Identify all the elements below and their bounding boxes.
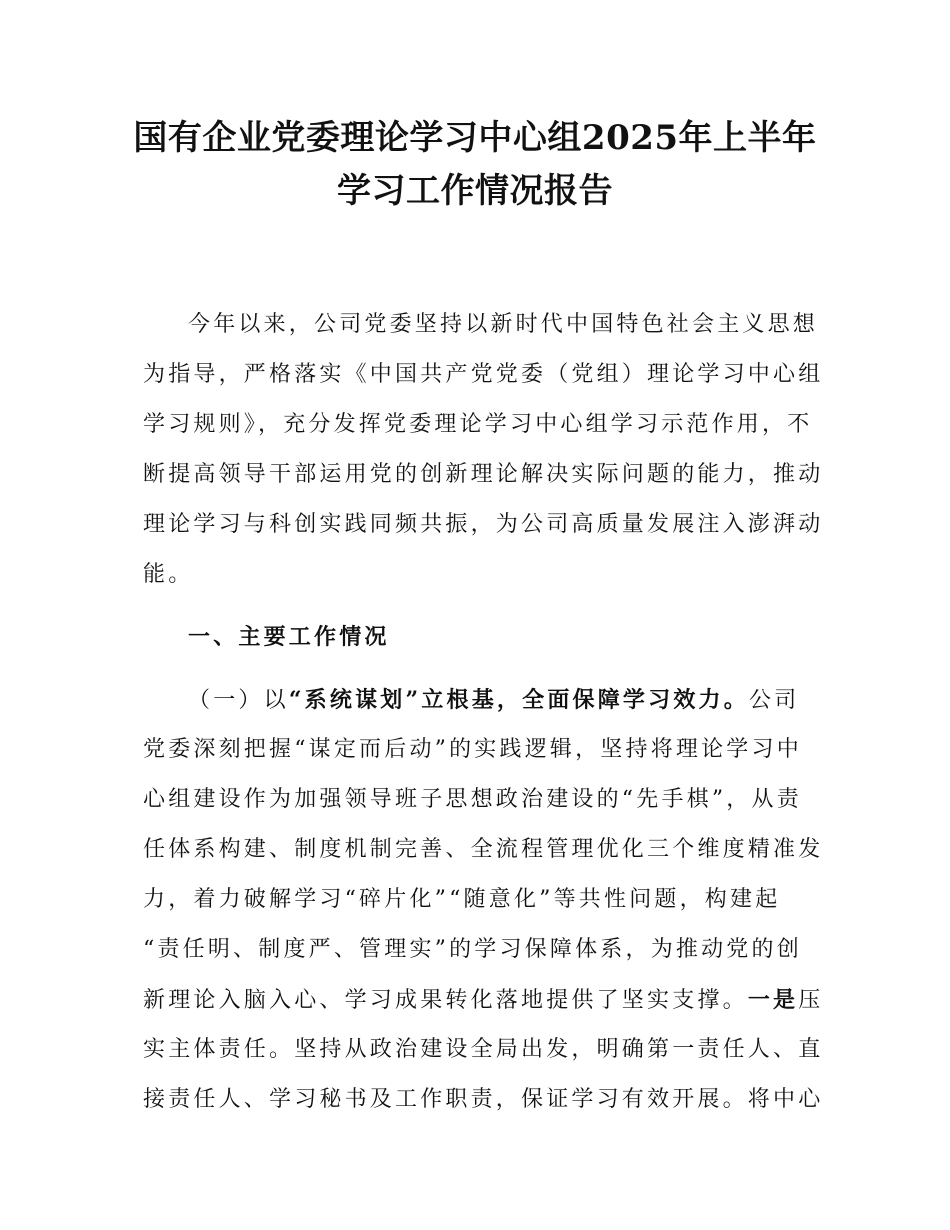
line7-pre: 新理论入脑入心、学习成果转化落地提供了坚实支撑。 [143,988,748,1013]
intro-line: 断提高领导干部运用党的创新理论解决实际问题的能力，推动 [143,462,824,487]
subsection-line: “责任明、制度严、管理实”的学习保障体系，为推动党的创 [143,937,802,962]
title-line-1: 国有企业党委理论学习中心组2025年上半年 [133,118,817,158]
intro-line: 理论学习与科创实践同频共振，为公司高质量发展注入澎湃动 [143,512,824,537]
subsection-first-line [143,675,823,725]
document-title [100,112,850,218]
intro-line: 学习规则》，充分发挥党委理论学习中心组学习示范作用，不 [143,412,813,437]
intro-paragraph [143,300,823,600]
line7-bold: 一是 [747,987,799,1013]
intro-line: 今年以来，公司党委坚持以新时代中国特色社会主义思想 [188,312,819,337]
subsection-paragraph [143,675,823,1125]
subsection-line: 接责任人、学习秘书及工作职责，保证学习有效开展。将中心 [143,1087,824,1112]
subsection-first-line-rest: 公司 [748,688,800,713]
intro-line: 为指导，严格落实《中国共产党党委（党组）理论学习中心组 [143,362,824,387]
title-line-2: 学习工作情况报告 [337,171,613,211]
subsection-line: 实主体责任。坚持从政治建设全局出发，明确第一责任人、直 [143,1037,824,1062]
subsection-title: “系统谋划”立根基，全面保障学习效力。 [288,687,749,713]
subsection-line: 任体系构建、制度机制完善、全流程管理优化三个维度精准发 [143,837,824,862]
subsection-line: 力，着力破解学习“碎片化”“随意化”等共性问题，构建起 [143,887,781,912]
subsection-number: （一）以 [188,688,289,713]
intro-line: 能。 [143,562,194,587]
section-heading-text: 一、主要工作情况 [188,624,390,650]
line7-post: 压 [798,988,824,1013]
subsection-line: 党委深刻把握“谋定而后动”的实践逻辑，坚持将理论学习中 [143,737,802,762]
subsection-line-mixed [143,975,823,1025]
section-heading [143,612,823,662]
subsection-line: 心组建设作为加强领导班子思想政治建设的“先手棋”，从责 [143,787,802,812]
